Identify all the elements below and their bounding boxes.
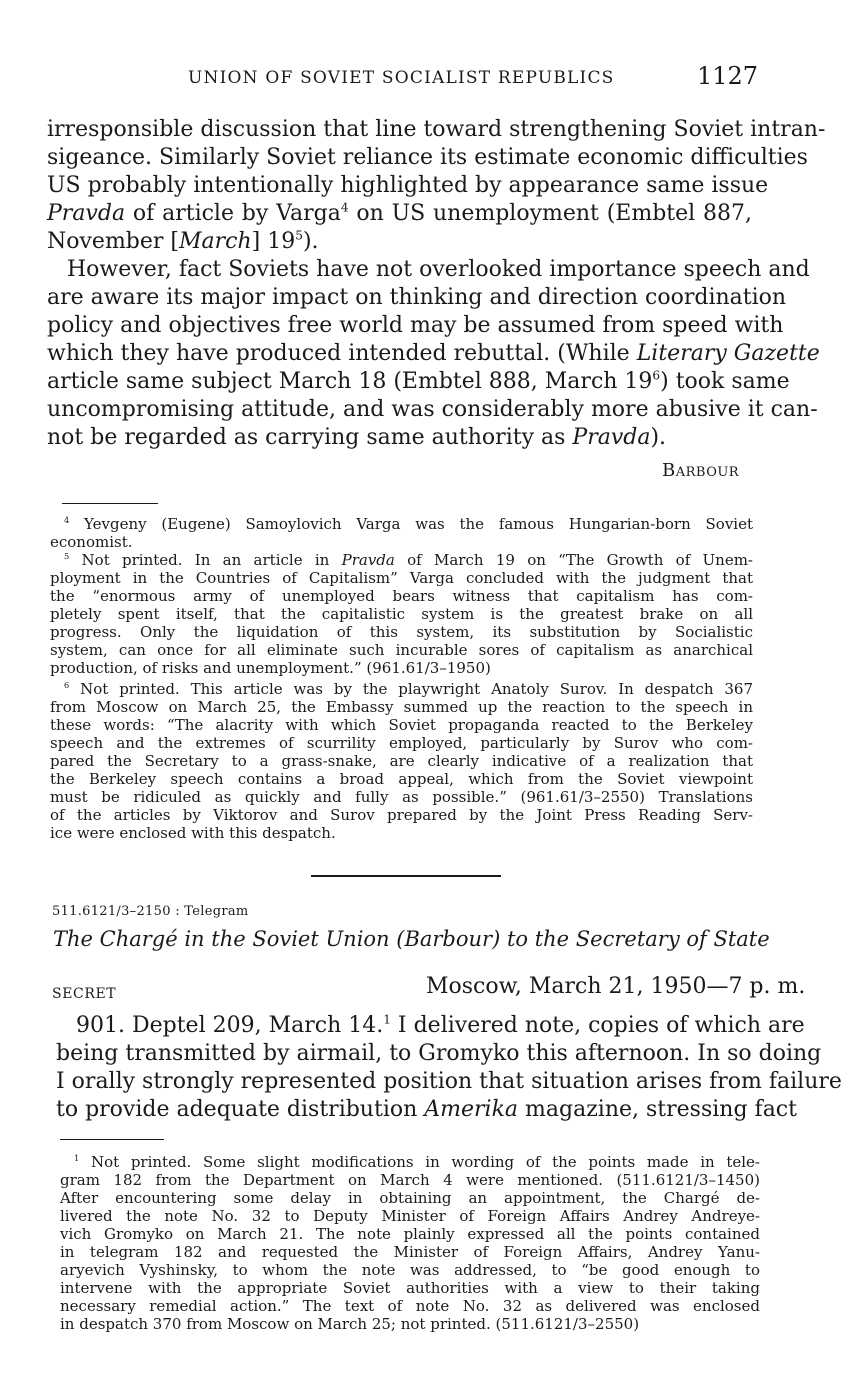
footnote-line: in telegram 182 and requested the Minister of Foreign Affairs, Andrey Yanu- [60, 1243, 760, 1261]
pravda-title: Pravda [47, 201, 126, 226]
footnote-ref-1: 1 [383, 1012, 391, 1027]
footnote-line: production, of risks and unemployment.” (961.61/3–1950) [50, 659, 491, 677]
body-line: not be regarded as carrying same authority as Pravda). [47, 425, 667, 450]
footnote-ref-4: 4 [340, 200, 349, 215]
page-number: 1127 [697, 62, 759, 90]
body-line: November [March] $19^5$). [47, 228, 319, 254]
footnote-line: ployment in the Countries of Capitalism” Varga concluded with the judgment that [50, 569, 753, 587]
body-line: which they have produced intended rebuttal. (While Literary Gazette [47, 341, 820, 366]
classification-mark: SECRET [52, 986, 117, 1002]
body-line: However, fact Soviets have not overlooked importance speech and [67, 257, 810, 282]
footnote-line: pared the Secretary to a grass-snake, are clearly indicative of a realization that [50, 752, 753, 770]
running-head: UNION OF SOVIET SOCIALIST REPUBLICS [188, 68, 615, 88]
footnote-rule [60, 1139, 164, 1140]
footnote-line: must be ridiculed as quickly and fully as possible.” (961.61/3–2550) Translations [50, 788, 753, 806]
body-line: uncompromising attitude, and was considerably more abusive it can- [47, 397, 818, 422]
document-title: The Chargé in the Soviet Union (Barbour) to the Secretary of State [53, 927, 770, 951]
body-line: Pravda of article by Varga$^4$ on US unemployment (Embtel 887, [47, 200, 752, 226]
body-line: to provide adequate distribution Amerika magazine, stressing fact [56, 1097, 797, 1122]
body-line: irresponsible discussion that line toward strengthening Soviet intran- [47, 117, 826, 142]
body-line: US probably intentionally highlighted by appearance same issue [47, 173, 769, 198]
footnote-line: aryevich Vyshinsky, to whom the note was addressed, to “be good enough to [60, 1261, 760, 1279]
footnote-5: $^5$ Not printed. In an article in Pravda of March 19 on “The Growth of Unem- [64, 551, 754, 569]
dateline: Moscow, March 21, 1950—7 p. m. [426, 974, 806, 999]
footnote-line: vich Gromyko on March 21. The note plainly expressed all the points contained [60, 1225, 760, 1243]
section-divider [311, 875, 501, 877]
body-line: being transmitted by airmail, to Gromyko this afternoon. In so doing [56, 1041, 822, 1066]
footnote-line: ice were enclosed with this despatch. [50, 824, 336, 842]
footnote-line: necessary remedial action.” The text of note No. 32 as delivered was enclosed [60, 1297, 760, 1315]
footnote-line: gram 182 from the Department on March 4 were mentioned. (511.6121/3–1450) [60, 1171, 760, 1189]
body-line: I orally strongly represented position that situation arises from failure [56, 1069, 842, 1094]
footnote-line: After encountering some delay in obtaining an appointment, the Chargé de- [60, 1189, 760, 1207]
footnote-line: the “enormous army of unemployed bears witness that capitalism has com- [50, 587, 753, 605]
footnote-line: speech and the extremes of scurrility employed, particularly by Surov who com- [50, 734, 753, 752]
footnote-line: pletely spent itself, that the capitalistic system is the greatest brake on all [50, 605, 753, 623]
footnote-line: these words: “The alacrity with which Soviet propaganda reacted to the Berkeley [50, 716, 753, 734]
footnote-line: from Moscow on March 25, the Embassy summed up the reaction to the speech in [50, 698, 753, 716]
body-line: article same subject March 18 (Embtel 888, March $19^6$) took same [47, 368, 790, 394]
footnote-rule [62, 503, 158, 504]
footnote-line: the Berkeley speech contains a broad appeal, which from the Soviet viewpoint [50, 770, 753, 788]
footnote-line: of the articles by Viktorov and Surov prepared by the Joint Press Reading Serv- [50, 806, 753, 824]
body-line: are aware its major impact on thinking and direction coordination [47, 285, 787, 310]
footnote-ref-6: 6 [652, 368, 661, 383]
footnote-line: system, can once for all eliminate such incurable sores of capitalism as anarchical [50, 641, 753, 659]
footnote-1: $^1$ Not printed. Some slight modifications in wording of the points made in tele- [74, 1153, 760, 1171]
footnote-6: $^6$ Not printed. This article was by the playwright Anatoly Surov. In despatch 367 [64, 680, 753, 698]
body-line: 901. Deptel 209, March 14.$^1$ I delivered note, copies of which are [76, 1012, 805, 1038]
footnote-line: in despatch 370 from Moscow on March 25; not printed. (511.6121/3–2550) [60, 1315, 640, 1333]
footnote-line: livered the note No. 32 to Deputy Minister of Foreign Affairs Andrey Andreye- [60, 1207, 760, 1225]
footnote-4: $^4$ Yevgeny (Eugene) Samoylovich Varga was the famous Hungarian-born Soviet [64, 515, 753, 533]
file-reference: 511.6121/3–2150 : Telegram [52, 904, 249, 919]
signature: Barbour [662, 460, 740, 481]
body-line: policy and objectives free world may be assumed from speed with [47, 313, 784, 338]
footnote-line: intervene with the appropriate Soviet authorities with a view to their taking [60, 1279, 760, 1297]
footnote-line: progress. Only the liquidation of this system, its substitution by Socialistic [50, 623, 753, 641]
footnote-ref-5: 5 [295, 228, 303, 243]
footnote-line: economist. [50, 533, 133, 551]
body-line: sigeance. Similarly Soviet reliance its estimate economic difficulties [47, 145, 808, 170]
